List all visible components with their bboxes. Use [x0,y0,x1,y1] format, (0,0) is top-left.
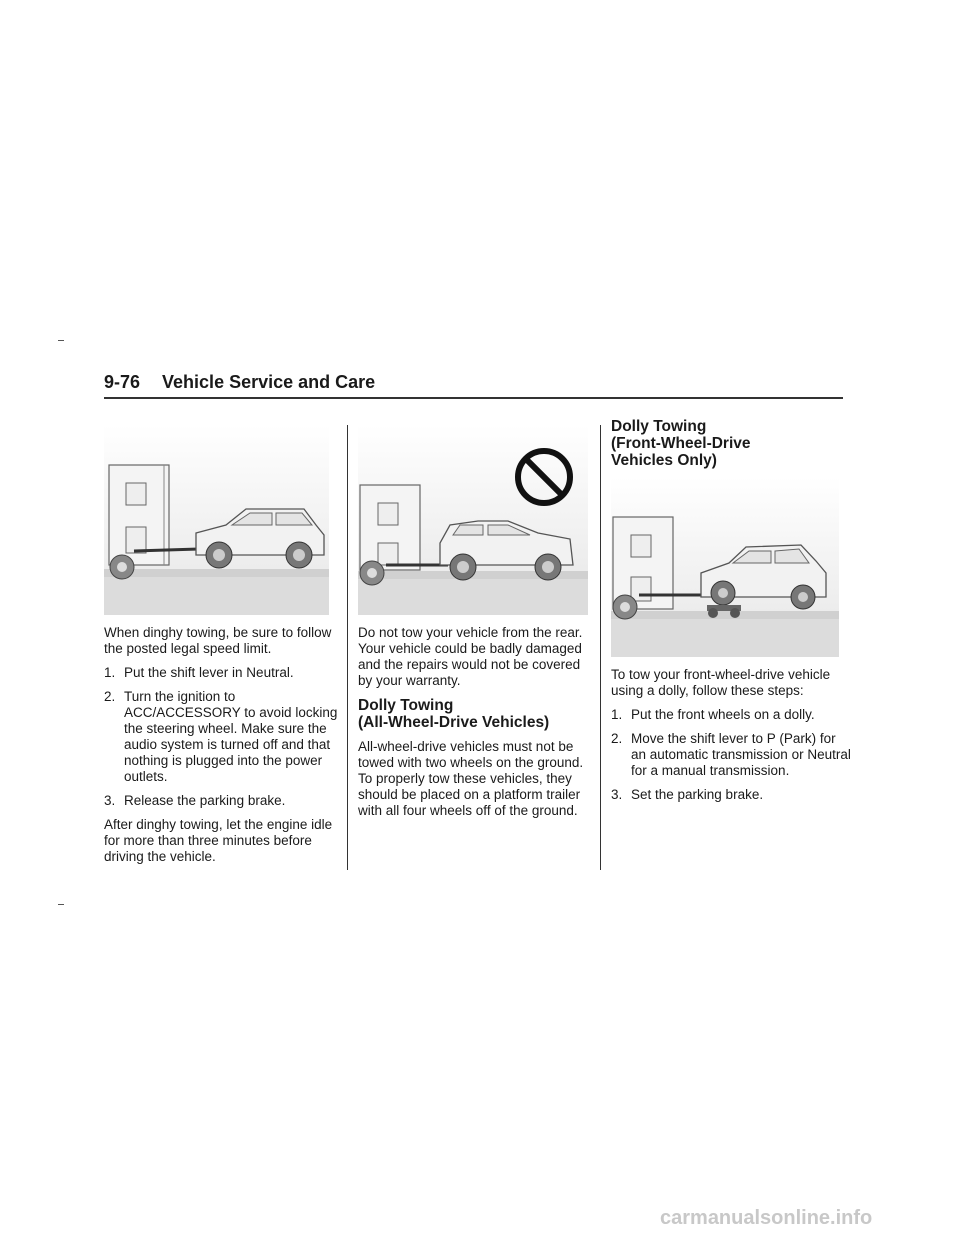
list-item: 3. Release the parking brake. [104,793,286,808]
page-header [104,372,843,399]
list-item: 2. Turn the ignition to ACC/ACCESSORY to avoid locking the steering wheel. Make sure the audio system is turned off and that nothing is plugged into the power outlets. [104,689,338,784]
column-dinghy-towing [104,425,344,873]
fwd-intro: To tow your front-wheel-drive vehicle using a dolly, follow these steps: [611,667,831,698]
list-item: 1. Put the front wheels on a dolly. [611,707,815,722]
do-not-tow-illustration [358,425,588,615]
awd-body: All-wheel-drive vehicles must not be towed with two wheels on the ground. To properly tow these vehicles, they should be placed on a platform trailer with all four wheels off of the ground. [358,739,584,818]
column-fwd-dolly [611,418,851,811]
page-number: 9-76 [104,372,141,392]
crop-mark-top [58,340,64,341]
dolly-towing-illustration [611,477,839,657]
awd-heading: Dolly Towing (All-Wheel-Drive Vehicles) [358,697,550,731]
dinghy-intro: When dinghy towing, be sure to follow the posted legal speed limit. [104,625,332,656]
dinghy-outro: After dinghy towing, let the engine idle for more than three minutes before driving the vehicle. [104,817,333,864]
fwd-heading: Dolly Towing (Front-Wheel-Drive Vehicles Only) [611,418,751,469]
watermark: carmanualsonline.info [660,1207,873,1229]
section-title: Vehicle Service and Care [162,372,376,392]
column-divider [347,425,348,870]
fwd-steps-list [611,707,851,803]
column-divider [600,425,601,870]
dinghy-steps-list [104,665,344,809]
list-item: 2. Move the shift lever to P (Park) for an automatic transmission or Neutral for a manual transmission. [611,731,851,778]
tow-warning: Do not tow your vehicle from the rear. Your vehicle could be badly damaged and the repairs would not be covered by your warranty. [358,625,583,688]
dinghy-towing-illustration [104,425,329,615]
crop-mark-bottom [58,904,64,905]
list-item: 1. Put the shift lever in Neutral. [104,665,294,680]
list-item: 3. Set the parking brake. [611,787,764,802]
column-do-not-tow [358,425,598,827]
